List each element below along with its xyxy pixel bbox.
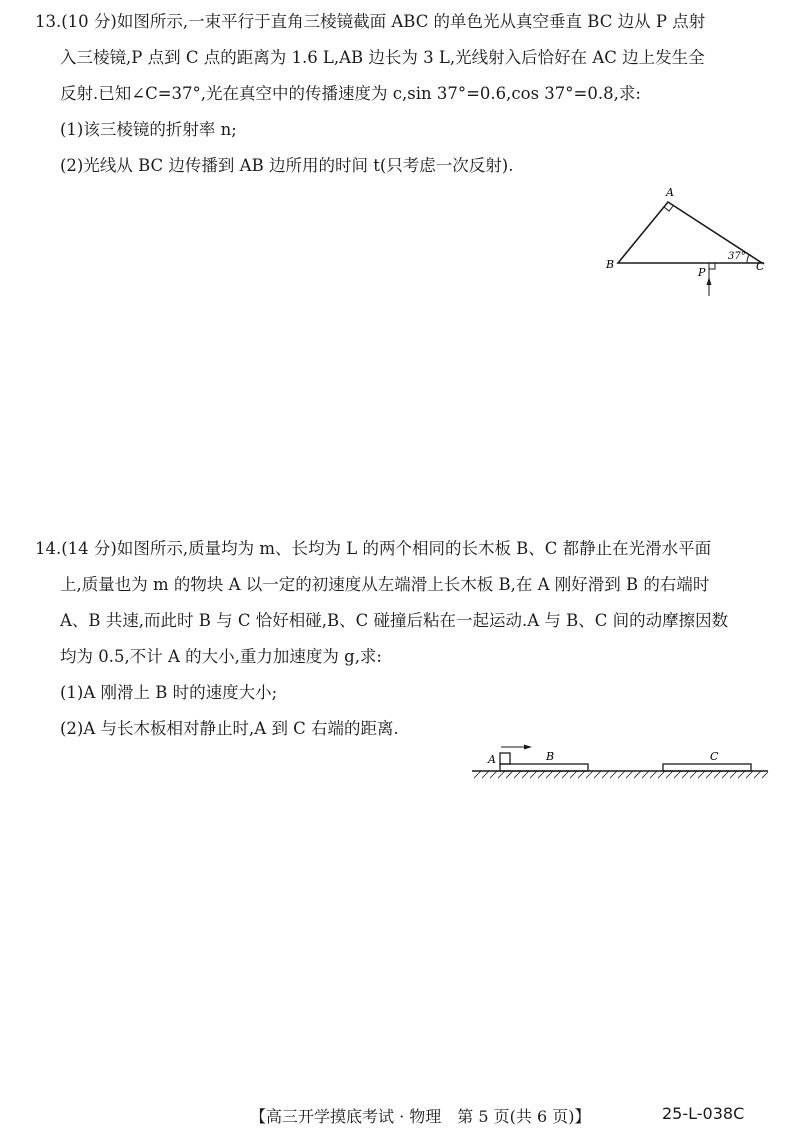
q13-stem-line-2: 入三棱镜,P 点到 C 点的距离为 1.6 L,AB 边长为 3 L,光线射入后恰好在 AC 边上发生全	[60, 48, 705, 67]
q14-stem-line-1: 14.(14 分)如图所示,质量均为 m、长均为 L 的两个相同的长木板 B、C 都静止在光滑水平面	[35, 539, 712, 558]
board-c	[663, 764, 751, 771]
vertex-label-a: A	[666, 186, 674, 199]
board-b	[500, 764, 588, 771]
q13-subquestion-2: (2)光线从 BC 边传播到 AB 边所用的时间 t(只考虑一次反射).	[60, 156, 514, 175]
velocity-arrowhead	[524, 745, 532, 750]
q13-subquestion-1: (1)该三棱镜的折射率 n;	[60, 120, 237, 139]
q14-subquestion-1: (1)A 刚滑上 B 时的速度大小;	[60, 683, 278, 702]
point-label-p: P	[698, 266, 706, 279]
q13-stem-line-1: 13.(10 分)如图所示,一束平行于直角三棱镜截面 ABC 的单色光从真空垂直 BC 边从 P 点射	[35, 12, 706, 31]
page-footer-title: 【高三开学摸底考试 · 物理 第 5 页(共 6 页)】	[250, 1107, 591, 1126]
vertex-label-c: C	[756, 260, 765, 273]
angle-arc-c	[747, 255, 749, 263]
q14-stem-line-2: 上,质量也为 m 的物块 A 以一定的初速度从左端滑上长木板 B,在 A 刚好滑到 B 的右端时	[60, 575, 710, 594]
q14-stem-line-4: 均为 0.5,不计 A 的大小,重力加速度为 g,求:	[60, 647, 382, 666]
q14-subquestion-2: (2)A 与长木板相对静止时,A 到 C 右端的距离.	[60, 719, 399, 738]
q14-stem-line-3: A、B 共速,而此时 B 与 C 恰好相碰,B、C 碰撞后粘在一起运动.A 与 B、C 间的动摩擦因数	[60, 611, 729, 630]
angle-label-37: 37°	[728, 251, 746, 262]
boards-figure	[470, 740, 770, 785]
page-footer-code: 25-L-038C	[662, 1104, 745, 1123]
right-angle-mark-p	[709, 263, 715, 269]
block-label-a: A	[488, 753, 496, 766]
ground-hatching	[474, 771, 768, 778]
prism-figure	[600, 180, 780, 300]
board-label-c: C	[710, 750, 719, 763]
vertex-label-b: B	[606, 258, 615, 271]
q13-stem-line-3: 反射.已知∠C=37°,光在真空中的传播速度为 c,sin 37°=0.6,cos 37°=0.8,求:	[60, 84, 641, 103]
incident-ray-arrowhead	[707, 277, 712, 285]
board-label-b: B	[546, 750, 555, 763]
block-a	[500, 753, 510, 764]
right-angle-mark-a	[664, 206, 673, 211]
